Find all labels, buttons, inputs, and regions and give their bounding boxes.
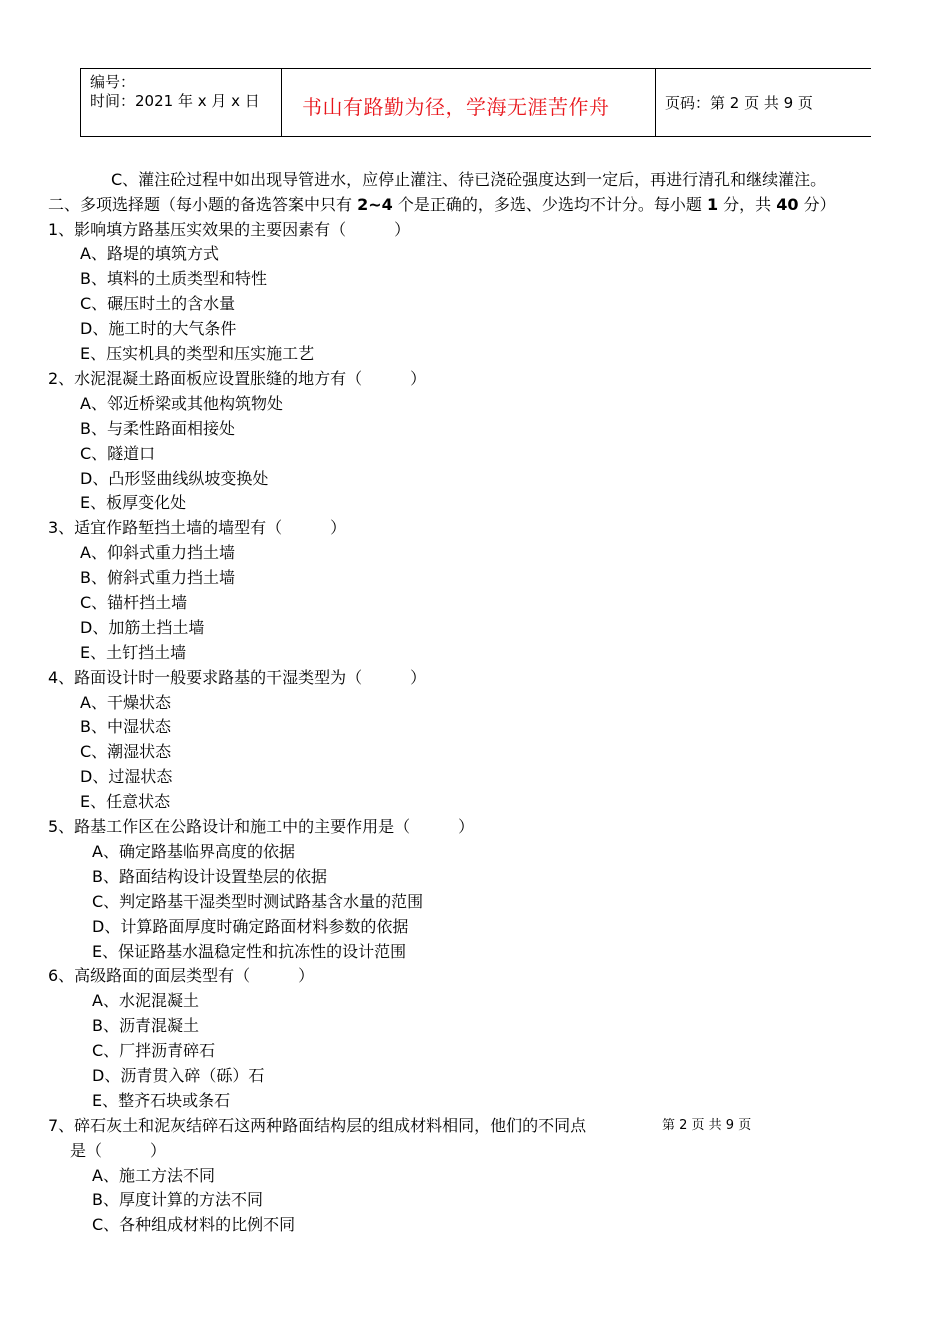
question-option: A、施工方法不同 <box>92 1166 215 1185</box>
question-option: E、土钉挡土墙 <box>80 643 187 662</box>
question-option: B、中湿状态 <box>80 717 171 736</box>
question-option: A、路堤的填筑方式 <box>80 244 219 263</box>
question-option: D、计算路面厚度时确定路面材料参数的依据 <box>92 917 409 936</box>
footer-page-number: 第 2 页 共 9 页 <box>662 1118 752 1133</box>
section-title-part: 个是正确的，多选、少选均不计分。每小题 <box>392 195 707 214</box>
question-stem: 3、适宜作路堑挡土墙的墙型有（ ） <box>48 518 347 537</box>
question-option: E、板厚变化处 <box>80 493 187 512</box>
question-option: D、过湿状态 <box>80 767 173 786</box>
question-option: A、干燥状态 <box>80 693 171 712</box>
question-option: B、与柔性路面相接处 <box>80 419 235 438</box>
question-option: C、锚杆挡土墙 <box>80 593 188 612</box>
question-option: C、厂拌沥青碎石 <box>92 1041 216 1060</box>
question-stem: 1、影响填方路基压实效果的主要因素有（ ） <box>48 220 411 239</box>
question-option: E、整齐石块或条石 <box>92 1091 231 1110</box>
question-option: E、压实机具的类型和压实施工艺 <box>80 344 315 363</box>
question-option: B、厚度计算的方法不同 <box>92 1190 263 1209</box>
section-title-range: 2~4 <box>357 195 393 214</box>
question-option: D、加筋土挡土墙 <box>80 618 205 637</box>
section-title-total: 40 <box>776 195 799 214</box>
question-stem: 4、路面设计时一般要求路基的干湿类型为（ ） <box>48 668 427 687</box>
question-option: C、判定路基干湿类型时测试路基含水量的范围 <box>92 892 424 911</box>
time-label: 时间：2021 年 x 月 x 日 <box>90 92 260 110</box>
question-option: B、俯斜式重力挡土墙 <box>80 568 235 587</box>
section-title-part: 分） <box>798 195 836 214</box>
question-option: A、确定路基临界高度的依据 <box>92 842 295 861</box>
question-option: C、碾压时土的含水量 <box>80 294 236 313</box>
question-option: C、各种组成材料的比例不同 <box>92 1215 296 1234</box>
question-option: D、凸形竖曲线纵坡变换处 <box>80 469 269 488</box>
question-stem: 7、碎石灰土和泥灰结碎石这两种路面结构层的组成材料相同，他们的不同点 <box>48 1116 587 1135</box>
section-title <box>48 195 836 215</box>
question-option: C、潮湿状态 <box>80 742 172 761</box>
question-stem: 6、高级路面的面层类型有（ ） <box>48 966 315 985</box>
prev-question-option-c: C、灌注砼过程中如出现导管进水，应停止灌注、待已浇砼强度达到一定后，再进行清孔和继续灌注。 <box>111 170 827 189</box>
section-title-score: 1 <box>706 195 719 214</box>
question-option: B、填料的土质类型和特性 <box>80 269 267 288</box>
question-stem-continued: 是（ ） <box>70 1141 167 1160</box>
section-title-part: 分，共 <box>718 195 777 214</box>
header-motto-cell <box>282 69 656 136</box>
question-option: D、沥青贯入碎（砾）石 <box>92 1066 265 1085</box>
question-stem: 2、水泥混凝土路面板应设置胀缝的地方有（ ） <box>48 369 427 388</box>
question-option: C、隧道口 <box>80 444 156 463</box>
question-option: B、沥青混凝土 <box>92 1016 199 1035</box>
question-option: E、任意状态 <box>80 792 171 811</box>
question-option: D、施工时的大气条件 <box>80 319 237 338</box>
question-stem: 5、路基工作区在公路设计和施工中的主要作用是（ ） <box>48 817 475 836</box>
header-meta-cell <box>81 69 282 136</box>
question-option: A、仰斜式重力挡土墙 <box>80 543 235 562</box>
question-option: A、水泥混凝土 <box>92 991 199 1010</box>
motto-text: 书山有路勤为径，学海无涯苦作舟 <box>302 95 610 119</box>
page-header <box>80 68 871 137</box>
question-option: E、保证路基水温稳定性和抗冻性的设计范围 <box>92 942 407 961</box>
page-number-label: 页码：第 2 页 共 9 页 <box>665 94 813 112</box>
serial-label: 编号： <box>90 73 136 91</box>
question-option: A、邻近桥梁或其他构筑物处 <box>80 394 283 413</box>
section-title-part: 二、多项选择题（每小题的备选答案中只有 <box>48 195 358 214</box>
question-option: B、路面结构设计设置垫层的依据 <box>92 867 327 886</box>
